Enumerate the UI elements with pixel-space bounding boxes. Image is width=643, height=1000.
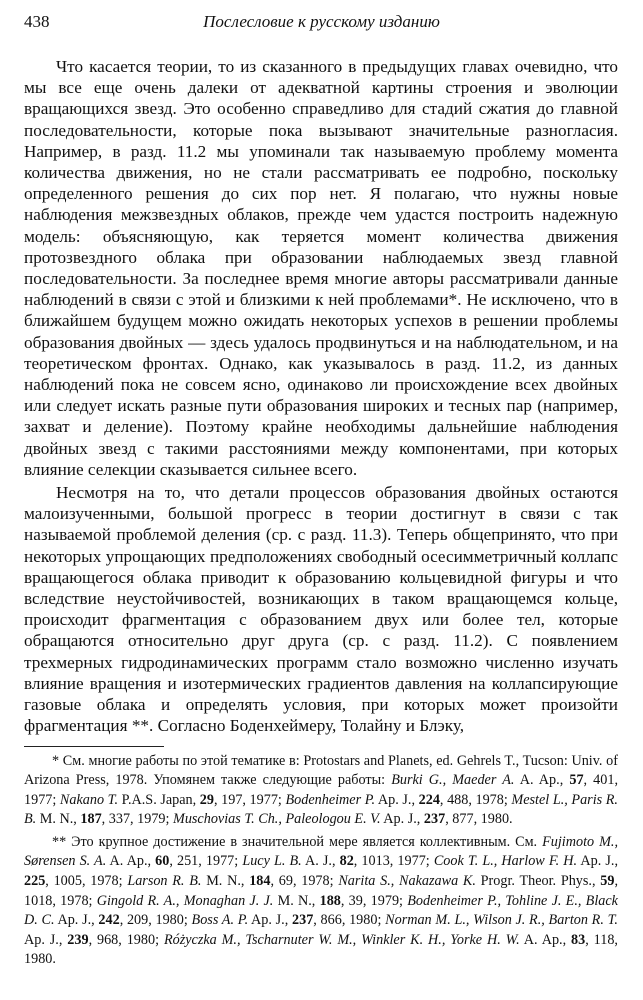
page-body [24, 56, 618, 970]
footnote-1: * См. многие работы по этой тематике в: Protostars and Planets, ed. Gehrels T., Tucson: Univ. of Arizona Press, 1978. Упомянем также следующие работы: Burki G., Maeder A. A. Ap., 57, 401, 1977; Nakano T. P.A.S. Japan, 29, 197, 1977; Bodenheimer P. Ap. J., 224, 488, 1978; Mestel L., Paris R. B. M. N., 187, 337, 1979; Muschovias T. Ch., Paleologou E. V. Ap. J., 237, 877, 1980. [24, 752, 618, 828]
running-head: Послесловие к русскому изданию [203, 12, 440, 31]
footnote-divider [24, 746, 164, 747]
footnote-marker: * [52, 752, 63, 769]
page-header [24, 12, 619, 36]
footnote-marker: ** [52, 833, 72, 850]
body-paragraph: Что касается теории, то из сказанного в предыдущих главах очевидно, что мы все еще очень далеки от адекватной картины строения и эволюции вращающихся звезд. Это особенно справедливо для стадий сжатия до главной последовательности, которые пока вызывают значительные разногласия. Например, в разд. 11.2 мы упоминали так называемую проблему момента количества движения, но не стали рассматривать ее подробно, поскольку определенного решения до сих пор нет. Я полагаю, что нужны новые наблюдения межзвездных облаков, прежде чем удастся построить надежную модель: объясняющую, как теряется момент количества движения протозвездного облака при образовании наблюдаемых звезд главной последовательности. За последнее время многие авторы рассматривали данные наблюдений в связи с этой и близкими к ней проблемами*. Не исключено, что в ближайшем будущем можно ожидать некоторых успехов в решении проблемы образования двойных — здесь удалось продвинуться и на наблюдательном, и на теоретическом фронтах. Однако, как указывалось в разд. 11.2, из данных наблюдений пока не совсем ясно, одинаково ли происхождение всех двойных или следует искать разные пути образования широких и тесных пар (например, захват и деление). Поэтому крайне необходимы дальнейшие наблюдения двойных звезд с такими расстояниями между компонентами, при которых влияние селекции сказывается сильнее всего. [24, 57, 618, 479]
page-number: 438 [24, 12, 50, 31]
footnote-2: ** Это крупное достижение в значительной мере является коллективным. См. Fujimoto M., Sørensen S. A. A. Ap., 60, 251, 1977; Lucy L. B. A. J., 82, 1013, 1977; Cook T. L., Harlow F. H. Ap. J., 225, 1005, 1978; Larson R. B. M. N., 184, 69, 1978; Narita S., Nakazawa K. Progr. Theor. Phys., 59, 1018, 1978; Gingold R. A., Monaghan J. J. M. N., 188, 39, 1979; Bodenheimer P., Tohline J. E., Black D. C. Ap. J., 242, 209, 1980; Boss A. P. Ap. J., 237, 866, 1980; Norman M. L., Wilson J. R., Barton R. T. Ap. J., 239, 968, 1980; Różyczka M., Tscharnuter W. M., Winkler K. H., Yorke H. W. A. Ap., 83, 118, 1980. [24, 833, 619, 968]
body-paragraph: Несмотря на то, что детали процессов образования двойных остаются малоизученными, большой прогресс в теории достигнут в связи с так называемой проблемой деления (ср. с разд. 11.3). Теперь общепринято, что при некоторых упрощающих предположениях свободный осесимметричный коллапс вращающегося облака приводит к образованию кольцевидной фигуры и что вследствие неустойчивостей, возникающих в таком вращающемся кольце, происходит фрагментация с образованием двух или более тел, которые обращаются относительно друг друга (ср. с разд. 11.2). С появлением трехмерных гидродинамических программ стало возможно численно изучать влияние вращения и изотермических градиентов давления на коллапсирующие газовые облака и определять условия, при которых может произойти фрагментация **. Согласно Боденхеймеру, Толайну и Блэку, [24, 483, 618, 736]
